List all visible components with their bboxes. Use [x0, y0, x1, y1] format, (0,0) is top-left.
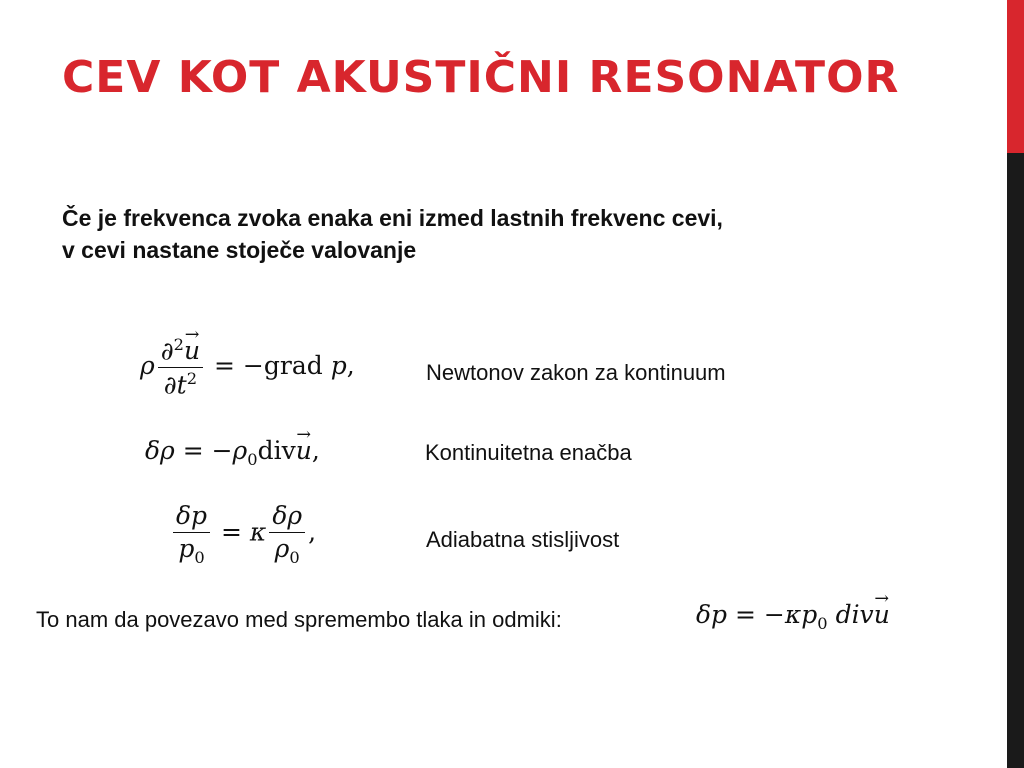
equation-newton: ρ $\frac{\partial^2u \to}{\partial t^2}$ = −grad p, — [140, 336, 355, 399]
slide-title: CEV KOT AKUSTIČNI RESONATOR — [62, 52, 900, 103]
label-newton: Newtonov zakon za kontinuum — [426, 360, 726, 385]
subtitle-line-1: Če je frekvenca zvoka enaka eni izmed lastnih frekvenc cevi, — [62, 205, 723, 231]
conclusion-text: To nam da povezavo med spremembo tlaka in odmiki: — [36, 607, 562, 632]
subtitle-line-2: v cevi nastane stoječe valovanje — [62, 237, 417, 263]
equation-continuity: $\delta\rho = -\rho_0divu$ →, — [145, 436, 320, 469]
label-adiabatic: Adiabatna stisljivost — [426, 527, 620, 552]
slide-subtitle — [62, 202, 962, 266]
accent-bar — [1007, 0, 1024, 768]
equation-adiabatic: $\frac{\delta p}{p_0}$ = κ $\frac{\delta\rho}{\rho_0}$ , — [170, 502, 316, 566]
equation-pressure-displacement: $\delta p = -\kappa p_0$ divu → — [696, 600, 890, 633]
accent-bar-red-segment — [1007, 0, 1024, 153]
label-continuity: Kontinuitetna enačba — [425, 440, 632, 465]
